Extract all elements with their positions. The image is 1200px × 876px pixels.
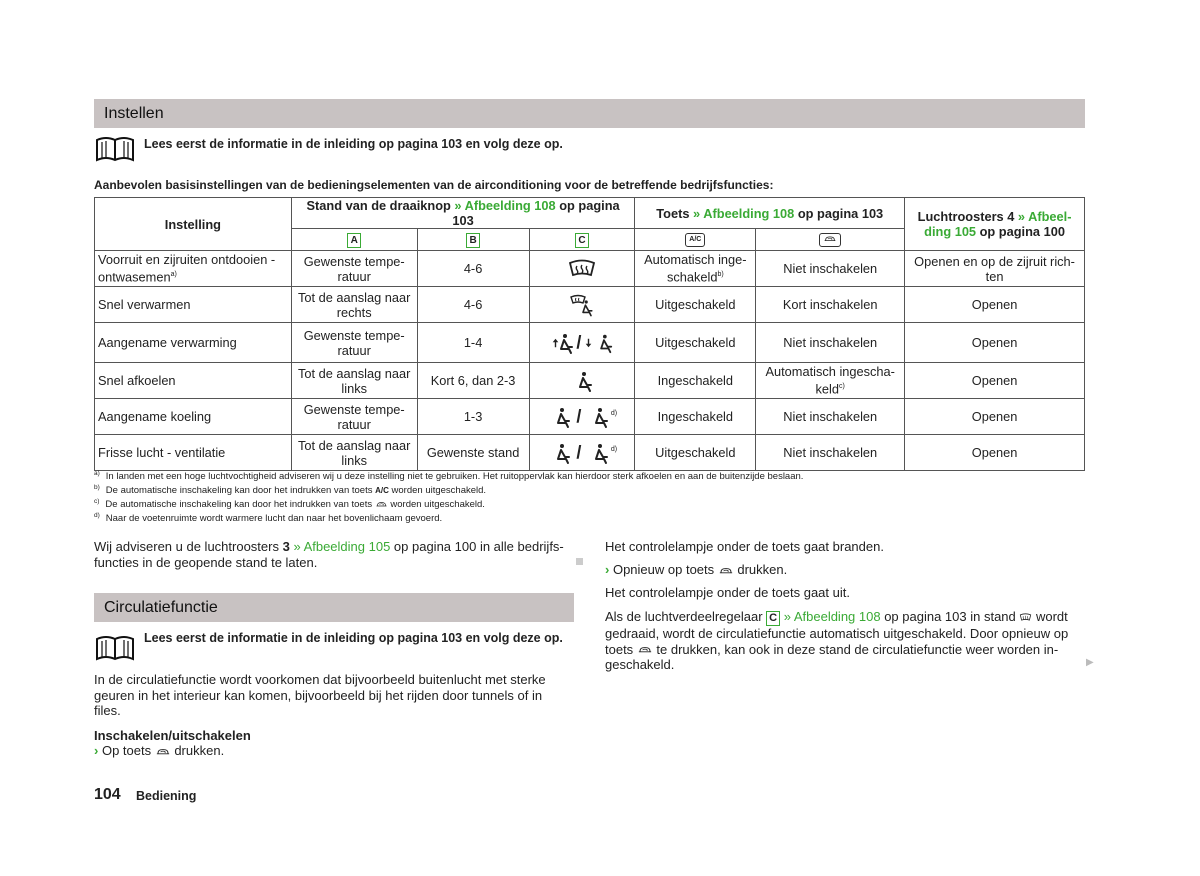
luchtroosters-advice: Wij adviseren u de luchtroosters 3 » Afbeelding 105 op pagina 100 in alle bedrijfs- functies in de geopende stand te laten.: [94, 539, 564, 570]
footnote-b: $^{b)}$ De automatische inschakeling kan door het indrukken van toets A/C worden uitgeschakeld.: [94, 484, 487, 497]
cell-circulation: Niet inschakelen: [756, 251, 905, 287]
arrow-up-icon: [552, 338, 559, 348]
cell-a: Tot de aanslag naar rechts: [291, 287, 417, 323]
windscreen-defrost-icon: [1019, 613, 1032, 622]
link-afbeelding-108[interactable]: » Afbeelding 108: [780, 609, 881, 624]
distribution-note: Als de luchtverdeelregelaar C » Afbeelding 108 op pagina 103 in stand wordt gedraaid, wordt de circulatiefunctie automatisch uitgeschakeld. Door opnieuw op toets te drukken, kan ook in deze stand de circulatiefunctie weer worden in- geschakeld.: [605, 609, 1069, 672]
table-row: [95, 435, 1085, 471]
windscreen-and-seat-icon: [569, 293, 595, 317]
air-to-feet-icon: [592, 331, 614, 355]
link-afbeelding-108[interactable]: » Afbeelding 108: [454, 198, 556, 213]
cell-b: Gewenste stand: [417, 435, 529, 471]
windscreen-defrost-icon: [567, 259, 597, 279]
subheader-recirc: [756, 229, 905, 251]
cell-luchtroosters: Openen: [905, 435, 1085, 471]
ac-key-icon: A/C: [375, 486, 389, 496]
subheader-ac: [635, 229, 756, 251]
cell-c: /: [529, 323, 635, 363]
cell-ac: Uitgeschakeld: [635, 435, 756, 471]
cell-luchtroosters: Openen: [905, 323, 1085, 363]
cell-circulation: Niet inschakelen: [756, 399, 905, 435]
lamp-off-text: Het controlelampje onder de toets gaat uit.: [605, 585, 850, 600]
section-header-instellen: [94, 99, 1085, 128]
footnote-d: $^{d)}$ Naar de voetenruimte wordt warmere lucht dan naar het bovenlichaam gevoerd.: [94, 512, 443, 525]
table-row: [95, 323, 1085, 363]
recirculation-icon: [637, 646, 653, 654]
table-row: [95, 287, 1085, 323]
link-afbeelding-105[interactable]: » Afbeelding 105: [289, 539, 391, 554]
cell-luchtroosters: Openen: [905, 399, 1085, 435]
step-arrow-icon: ›: [94, 743, 99, 758]
cell-circulation: Niet inschakelen: [756, 323, 905, 363]
table-row: [95, 251, 1085, 287]
table-row: [95, 363, 1085, 399]
cell-circulation: Automatisch ingescha-keld$^{c)}$: [756, 363, 905, 399]
settings-table: [94, 197, 1085, 471]
cell-c: / $^{d)}$: [529, 435, 635, 471]
section-header-circulatiefunctie: [94, 593, 574, 622]
cell-instelling: Aangename koeling: [95, 399, 292, 435]
circulation-description: In de circulatiefunctie wordt voorkomen dat bijvoorbeeld buitenlucht met sterke geuren in het interieur kan komen, bijvoorbeeld bij het rijden door tunnels of in files.: [94, 672, 546, 718]
cell-ac: Uitgeschakeld: [635, 287, 756, 323]
cell-ac: Uitgeschakeld: [635, 323, 756, 363]
link-afbeelding-105[interactable]: » Afbeel-: [1017, 209, 1072, 224]
cell-instelling: Snel afkoelen: [95, 363, 292, 399]
continue-arrow-icon: ▶: [1086, 657, 1094, 668]
book-icon: [95, 136, 135, 162]
header-stand: Stand van de draaiknop » Afbeelding 108 op pagina 103: [291, 198, 635, 229]
read-first-note: Lees eerst de informatie in de inleiding op pagina 103 en volg deze op.: [144, 631, 563, 645]
cell-instelling: Snel verwarmen: [95, 287, 292, 323]
air-to-body-icon: [547, 405, 573, 429]
cell-luchtroosters: Openen en op de zijruit rich-ten: [905, 251, 1085, 287]
recirculation-icon: [823, 235, 837, 243]
table-row: [95, 399, 1085, 435]
subheader-c: C: [529, 229, 635, 251]
cell-c: [529, 287, 635, 323]
page-number: 104: [94, 786, 121, 803]
cell-a: Tot de aanslag naar links: [291, 363, 417, 399]
recirculation-icon: [375, 501, 388, 508]
cell-instelling: Aangename verwarming: [95, 323, 292, 363]
cell-c: [529, 363, 635, 399]
cell-b: 1-4: [417, 323, 529, 363]
air-to-upper-body-icon: [569, 369, 595, 393]
subheading-inschakelen: Inschakelen/uitschakelen: [94, 728, 251, 743]
table-caption: Aanbevolen basisinstellingen van de bedieningselementen van de airconditioning voor de betreffende bedrijfsfuncties:: [94, 178, 774, 192]
footnote-a: $^{a)}$ In landen met een hoge luchtvochtigheid adviseren wij u deze instelling niet te gebruiken. Het ruitoppervlak kan hierdoor sterk afkoelen en aan de buitenzijde beslaan.: [94, 470, 804, 483]
ac-key-icon: A/C: [685, 233, 705, 247]
cell-c: / $^{d)}$: [529, 399, 635, 435]
lamp-on-text: Het controlelampje onder de toets gaat branden.: [605, 539, 884, 554]
book-icon: [95, 635, 135, 661]
cell-a: Gewenste tempe-ratuur: [291, 251, 417, 287]
cell-ac: Ingeschakeld: [635, 363, 756, 399]
step-arrow-icon: ›: [605, 562, 610, 577]
header-luchtroosters: Luchtroosters 4 » Afbeel- ding 105 op pagina 100: [905, 198, 1085, 251]
cell-a: Tot de aanslag naar links: [291, 435, 417, 471]
header-instelling: Instelling: [95, 198, 292, 251]
link-afbeelding-108[interactable]: » Afbeelding 108: [693, 205, 795, 221]
cell-luchtroosters: Openen: [905, 287, 1085, 323]
cell-b: 4-6: [417, 287, 529, 323]
arrow-down-icon: [585, 338, 592, 348]
cell-ac: Ingeschakeld: [635, 399, 756, 435]
page-section-label: Bediening: [136, 789, 197, 803]
cell-circulation: Kort inschakelen: [756, 287, 905, 323]
air-to-body-and-feet-icon: [585, 405, 611, 429]
recirculation-icon: [718, 567, 734, 575]
cell-c: [529, 251, 635, 287]
end-marker: [576, 558, 583, 565]
air-to-body-icon: [547, 441, 573, 465]
subheader-a: A: [291, 229, 417, 251]
cell-a: Gewenste tempe-ratuur: [291, 323, 417, 363]
step-press-again: › Opnieuw op toets drukken.: [605, 562, 788, 577]
air-to-body-and-feet-icon: [585, 441, 611, 465]
section-title: Circulatiefunctie: [104, 599, 218, 616]
cell-a: Gewenste tempe-ratuur: [291, 399, 417, 435]
cell-b: Kort 6, dan 2-3: [417, 363, 529, 399]
cell-instelling: Frisse lucht - ventilatie: [95, 435, 292, 471]
subheader-b: B: [417, 229, 529, 251]
recirculation-icon: [155, 748, 171, 756]
cell-luchtroosters: Openen: [905, 363, 1085, 399]
cell-circulation: Niet inschakelen: [756, 435, 905, 471]
header-toets: Toets » Afbeelding 108 op pagina 103: [635, 198, 905, 229]
step-press-button: › Op toets drukken.: [94, 743, 225, 758]
footnote-c: $^{c)}$ De automatische inschakeling kan door het indrukken van toets worden uitgeschakeld.: [94, 498, 485, 511]
read-first-note: Lees eerst de informatie in de inleiding op pagina 103 en volg deze op.: [144, 137, 563, 151]
cell-b: 1-3: [417, 399, 529, 435]
section-title: Instellen: [104, 105, 164, 122]
cell-b: 4-6: [417, 251, 529, 287]
cell-instelling: Voorruit en zijruiten ontdooien - ontwasemen$^{a)}$: [95, 251, 292, 287]
cell-ac: Automatisch inge-schakeld$^{b)}$: [635, 251, 756, 287]
